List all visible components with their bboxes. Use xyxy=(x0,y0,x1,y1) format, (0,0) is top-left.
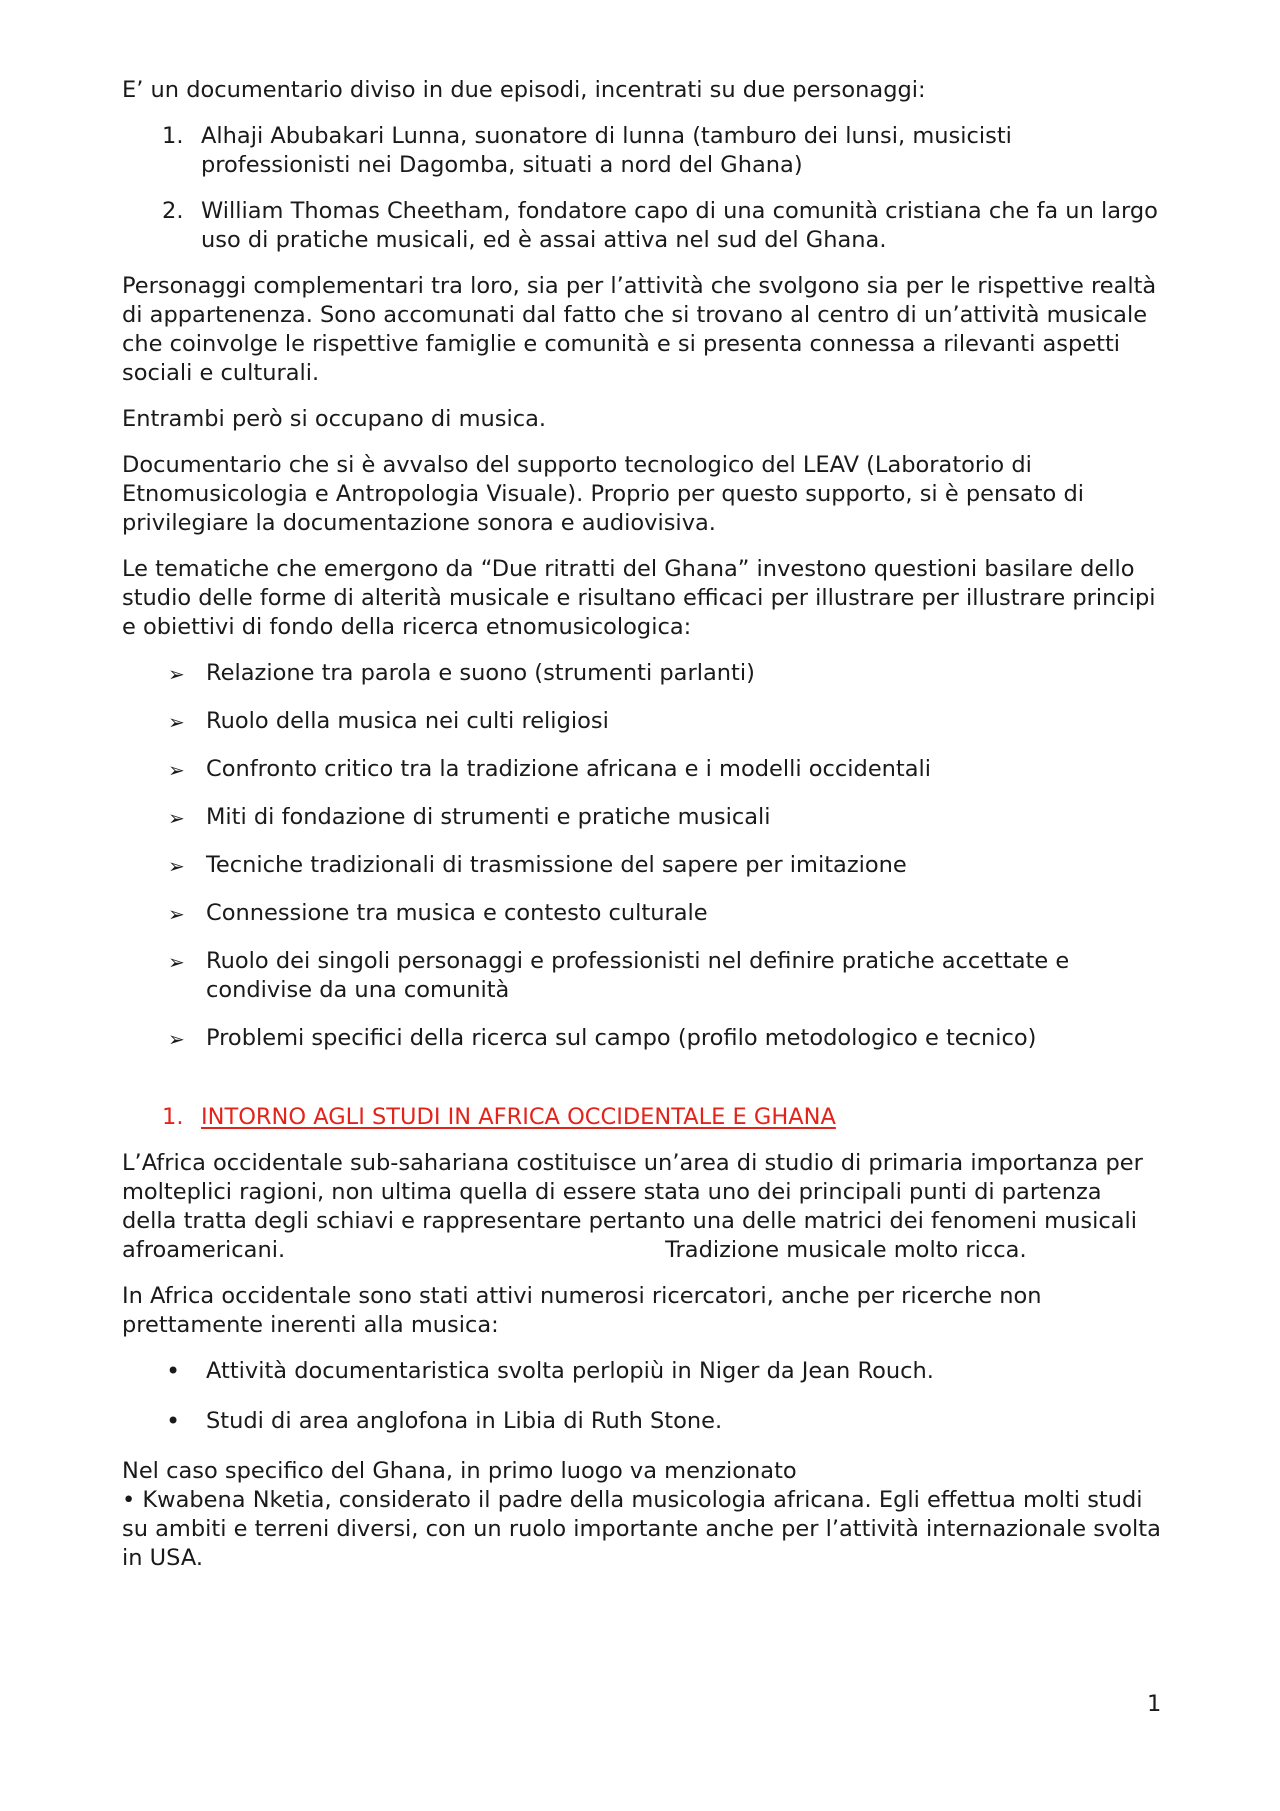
list-item xyxy=(122,947,1162,1005)
list-item xyxy=(122,1407,1162,1436)
complementary-paragraph: Personaggi complementari tra loro, sia per l’attività che svolgono sia per le rispettive realtà di appartenenza. Sono accomunati dal fatto che si trovano al centro di un’attività musicale che coinvolge le rispettive famiglie e comunità e si presenta connessa a rilevanti aspetti sociali e culturali. xyxy=(122,273,1157,386)
page-number: 1 xyxy=(1147,1691,1162,1717)
section-title: INTORNO AGLI STUDI IN AFRICA OCCIDENTALE E GHANA xyxy=(201,1104,836,1130)
section-heading xyxy=(122,1103,1162,1132)
page-body xyxy=(122,76,1162,1590)
list-item xyxy=(122,755,1162,784)
characters-list xyxy=(122,122,1162,255)
section-number: 1. xyxy=(162,1104,184,1130)
bullet-icon: • xyxy=(166,1357,181,1385)
list-item xyxy=(122,122,1162,180)
list-item-text: William Thomas Cheetham, fondatore capo di una comunità cristiana che fa un largo uso di pratiche musicali, ed è assai attiva nel sud del Ghana. xyxy=(201,198,1158,253)
list-item xyxy=(122,1024,1162,1053)
arrow-bullet-icon: ➢ xyxy=(168,806,185,830)
list-item-text: Relazione tra parola e suono (strumenti parlanti) xyxy=(206,660,755,686)
themes-intro-paragraph: Le tematiche che emergono da “Due ritratti del Ghana” investono questioni basilare dello studio delle forme di alterità musicale e risultano efficaci per illustrare per illustrare principi e obiettivi di fondo della ricerca etnomusicologica: xyxy=(122,556,1156,640)
researchers-paragraph: In Africa occidentale sono stati attivi numerosi ricercatori, anche per ricerche non prettamente inerenti alla musica: xyxy=(122,1283,1042,1338)
list-item xyxy=(122,803,1162,832)
themes-list xyxy=(122,659,1162,1053)
arrow-bullet-icon: ➢ xyxy=(168,758,185,782)
list-item-text: Attività documentaristica svolta perlopiù in Niger da Jean Rouch. xyxy=(206,1358,934,1384)
list-item xyxy=(122,659,1162,688)
list-item-text: Connessione tra musica e contesto culturale xyxy=(206,900,708,926)
arrow-bullet-icon: ➢ xyxy=(168,950,185,974)
africa-paragraph-text: L’Africa occidentale sub-sahariana costituisce un’area di studio di primaria importanza per molteplici ragioni, non ultima quella di essere stata uno dei principali punti di partenza della tratta degli schiavi e rappresentare pertanto una delle matrici dei fenomeni musicali afroamericani. xyxy=(122,1150,1143,1263)
researchers-list xyxy=(122,1357,1162,1436)
list-item-text: Problemi specifici della ricerca sul campo (profilo metodologico e tecnico) xyxy=(206,1025,1037,1051)
list-item xyxy=(122,851,1162,880)
leav-paragraph: Documentario che si è avvalso del supporto tecnologico del LEAV (Laboratorio di Etnomusicologia e Antropologia Visuale). Proprio per questo supporto, si è pensato di privilegiare la documentazione sonora e audiovisiva. xyxy=(122,452,1084,536)
list-item-text: Alhaji Abubakari Lunna, suonatore di lunna (tamburo dei lunsi, musicisti professionisti nei Dagomba, situati a nord del Ghana) xyxy=(201,123,1012,178)
ghana-paragraph-line1: Nel caso specifico del Ghana, in primo luogo va menzionato xyxy=(122,1458,797,1484)
arrow-bullet-icon: ➢ xyxy=(168,902,185,926)
list-item xyxy=(122,707,1162,736)
list-item xyxy=(122,899,1162,928)
list-item xyxy=(122,197,1162,255)
list-number: 1. xyxy=(162,123,184,149)
intro-paragraph: E’ un documentario diviso in due episodi, incentrati su due personaggi: xyxy=(122,77,926,103)
bullet-icon: • xyxy=(166,1407,181,1435)
arrow-bullet-icon: ➢ xyxy=(168,662,185,686)
ghana-paragraph xyxy=(122,1457,1162,1573)
music-paragraph: Entrambi però si occupano di musica. xyxy=(122,406,547,432)
africa-paragraph-tail: Tradizione musicale molto ricca. xyxy=(665,1237,1027,1263)
arrow-bullet-icon: ➢ xyxy=(168,1027,185,1051)
africa-paragraph xyxy=(122,1149,1162,1265)
arrow-bullet-icon: ➢ xyxy=(168,710,185,734)
list-item-text: Ruolo della musica nei culti religiosi xyxy=(206,708,609,734)
list-item-text: Confronto critico tra la tradizione africana e i modelli occidentali xyxy=(206,756,932,782)
list-item-text: Studi di area anglofona in Libia di Ruth Stone. xyxy=(206,1408,723,1434)
arrow-bullet-icon: ➢ xyxy=(168,854,185,878)
list-number: 2. xyxy=(162,198,184,224)
list-item xyxy=(122,1357,1162,1386)
ghana-paragraph-line2: • Kwabena Nketia, considerato il padre della musicologia africana. Egli effettua molti studi su ambiti e terreni diversi, con un ruolo importante anche per l’attività internazionale svolta in USA. xyxy=(122,1487,1161,1571)
list-item-text: Ruolo dei singoli personaggi e professionisti nel definire pratiche accettate e condivise da una comunità xyxy=(206,948,1070,1003)
list-item-text: Miti di fondazione di strumenti e pratiche musicali xyxy=(206,804,771,830)
list-item-text: Tecniche tradizionali di trasmissione del sapere per imitazione xyxy=(206,852,907,878)
